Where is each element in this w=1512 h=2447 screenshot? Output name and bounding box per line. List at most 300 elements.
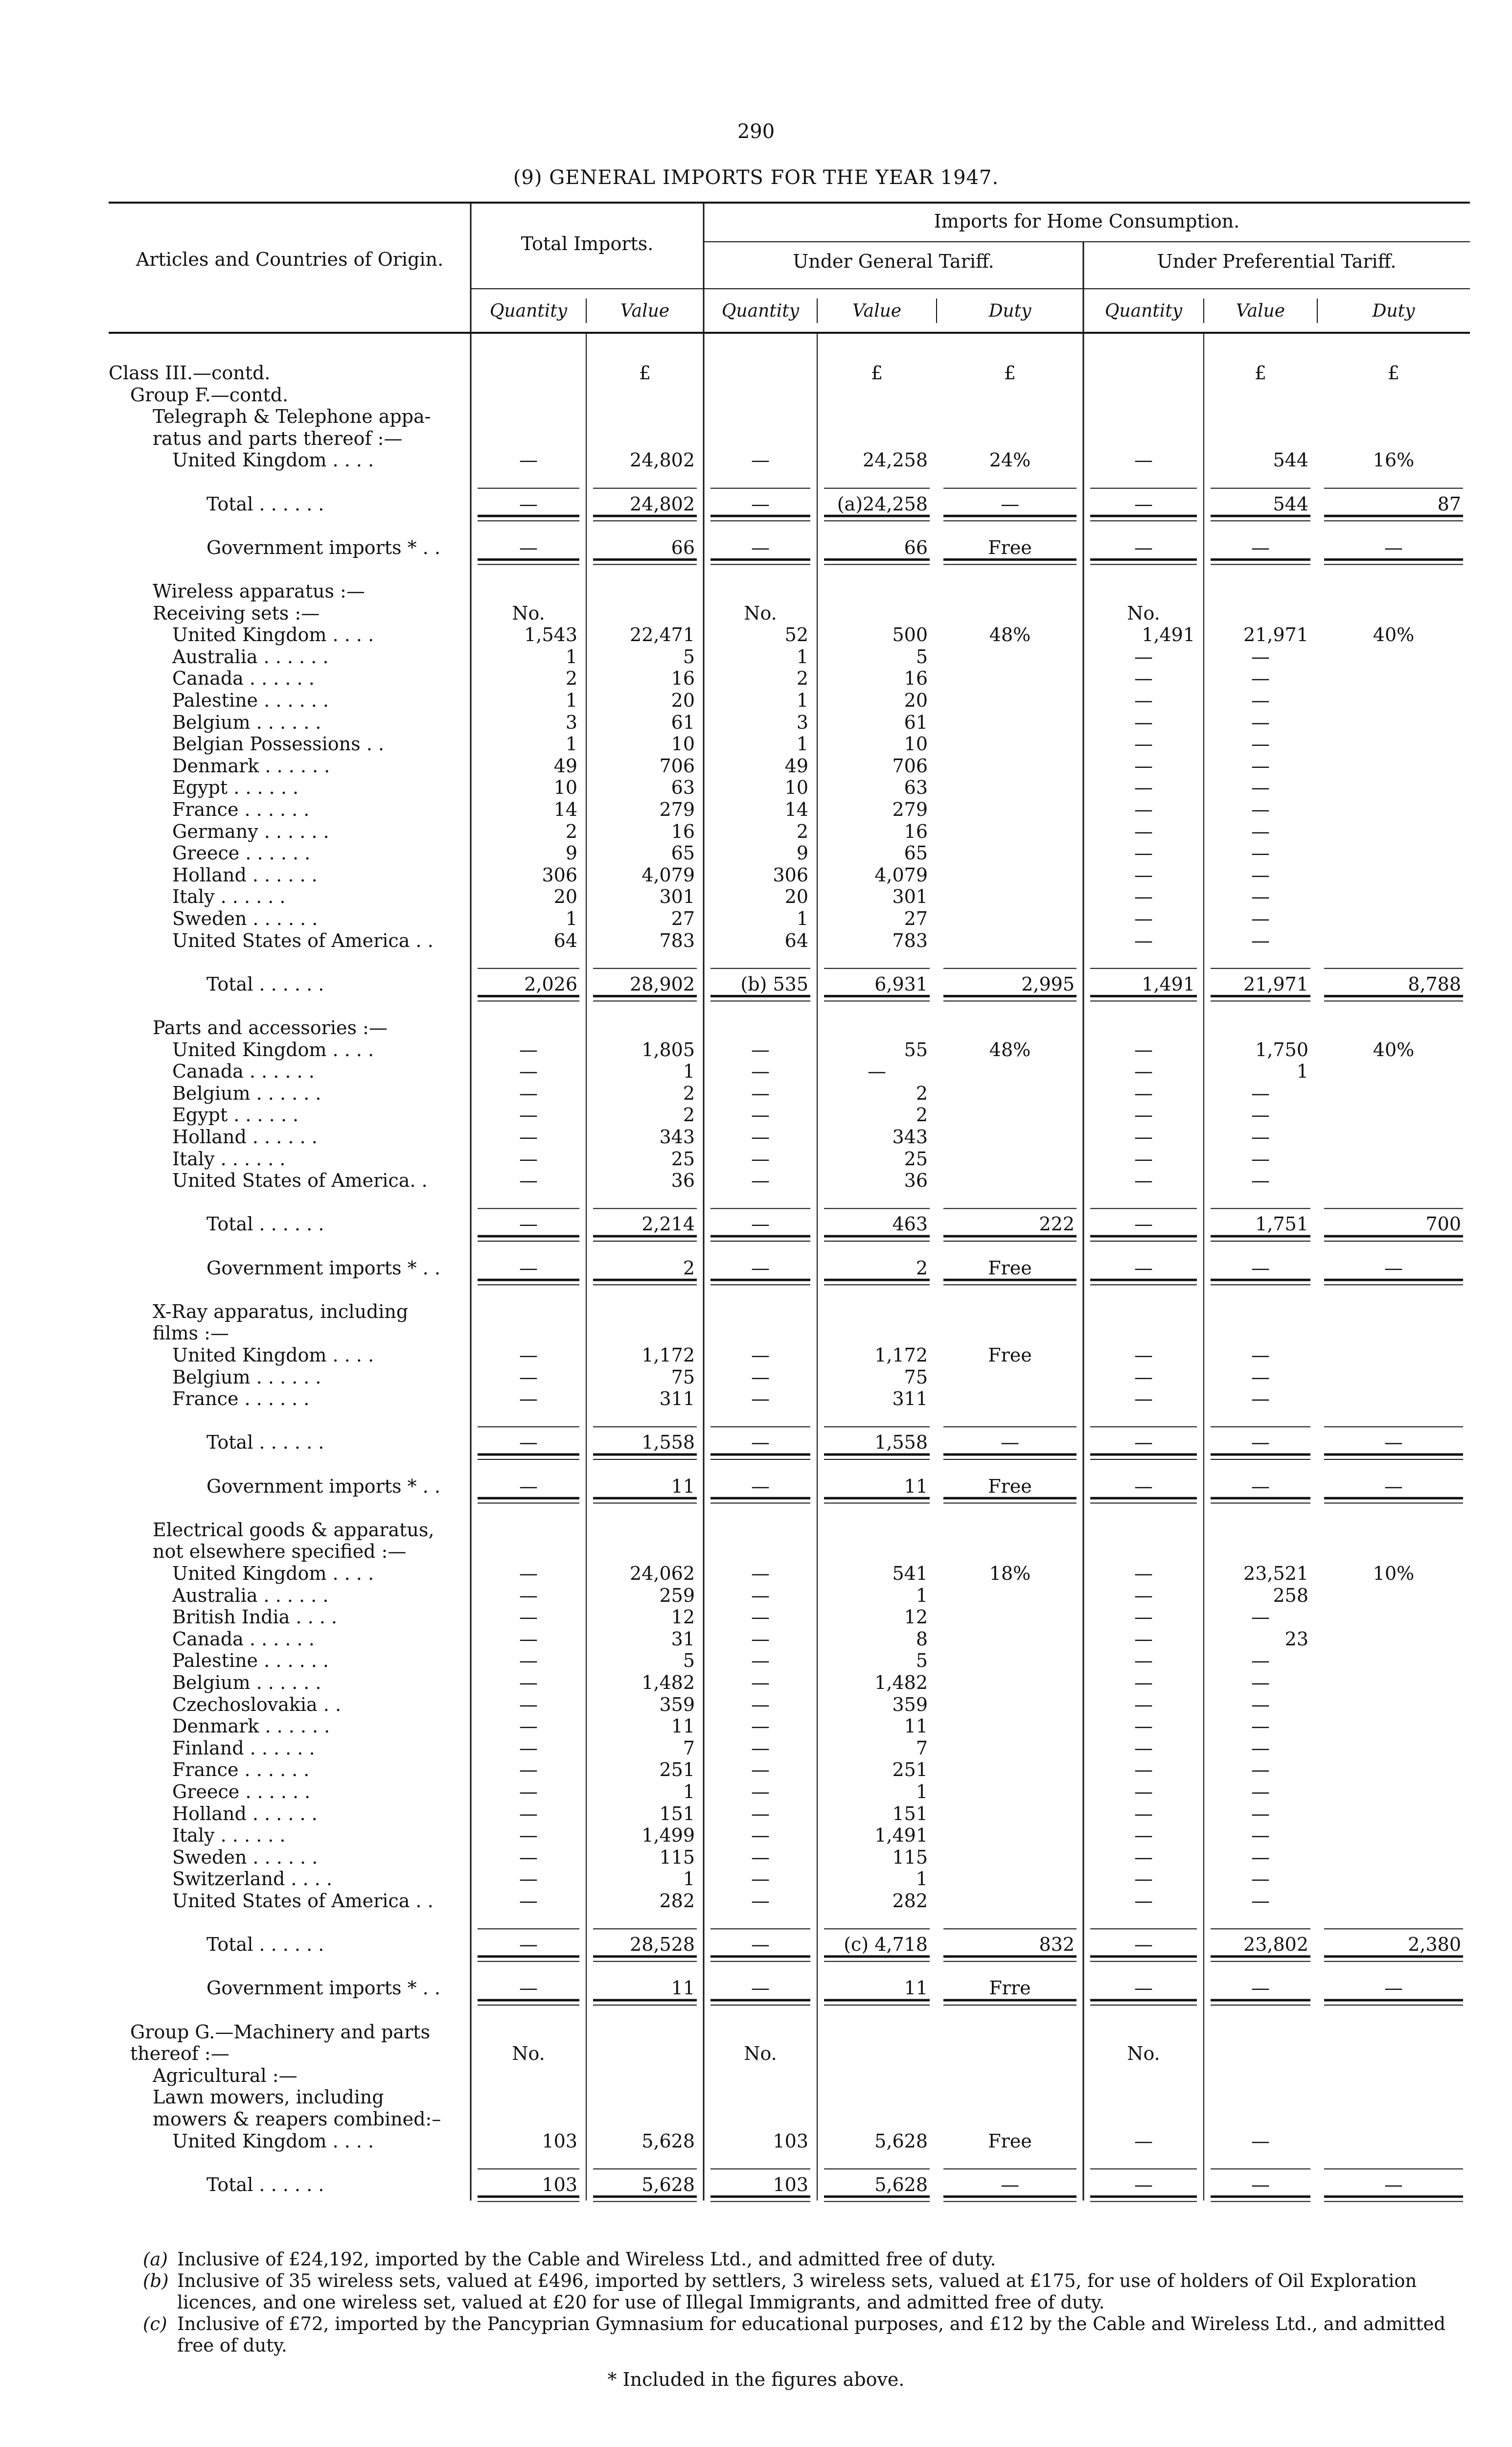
table-cell: — — [1001, 1431, 1019, 1454]
table-cell: — — [1134, 1344, 1153, 1366]
table-cell: 36 — [671, 1170, 695, 1192]
table-cell: 258 — [1273, 1584, 1308, 1606]
table-cell: 359 — [892, 1693, 928, 1715]
table-cell: 1,172 — [641, 1344, 695, 1366]
table-cell: — — [519, 1934, 538, 1956]
table-cell: — — [1001, 493, 1019, 515]
table-cell: — — [1134, 777, 1153, 799]
table-cell: — — [751, 449, 770, 471]
table-cell: — — [751, 1737, 770, 1759]
row-label: Switzerland . . . . — [172, 1868, 332, 1890]
table-cell: — — [751, 536, 770, 558]
table-cell: 55 — [904, 1039, 928, 1061]
subhead-value-7: Value — [1236, 301, 1285, 321]
table-cell: — — [519, 1846, 538, 1868]
table-cell: 49 — [553, 755, 577, 777]
table-cell: 5 — [683, 646, 695, 668]
table-cell: 1,491 — [1142, 973, 1195, 995]
table-cell: — — [519, 1693, 538, 1715]
footnote-key: (b) — [143, 2270, 169, 2291]
table-cell: 103 — [773, 2173, 808, 2195]
footnote — [143, 2313, 1484, 2356]
table-cell: 2 — [916, 1104, 928, 1126]
row-label: Agricultural :— — [153, 2064, 298, 2086]
table-cell: 1 — [565, 646, 577, 668]
table-cell: No. — [512, 602, 545, 624]
table-cell: — — [1134, 449, 1153, 471]
table-cell: 700 — [1425, 1213, 1461, 1235]
table-cell: — — [1251, 1650, 1270, 1672]
table-cell: — — [1134, 493, 1153, 515]
table-cell: — — [751, 1628, 770, 1650]
table-cell: — — [751, 1693, 770, 1715]
table-cell: 27 — [671, 908, 695, 929]
table-cell: — — [751, 1126, 770, 1148]
table-cell: 2 — [796, 820, 808, 842]
table-cell: Free — [988, 536, 1032, 558]
row-label: Denmark . . . . . . — [172, 1715, 330, 1737]
row-label: United States of America . . — [172, 929, 434, 951]
table-cell: 40% — [1373, 1039, 1415, 1061]
row-label: Belgium . . . . . . — [172, 1672, 321, 1693]
row-label: Total . . . . . . — [206, 1431, 324, 1454]
imports-table — [109, 201, 1470, 2207]
table-cell: — — [519, 1148, 538, 1170]
table-cell: — — [1134, 1061, 1153, 1083]
table-cell: 1 — [565, 690, 577, 711]
table-cell: — — [1251, 1257, 1270, 1279]
table-cell: 8,788 — [1408, 973, 1461, 995]
row-label: Egypt . . . . . . — [172, 1104, 299, 1126]
table-cell: — — [1134, 820, 1153, 842]
table-cell: 61 — [671, 711, 695, 733]
table-cell: 28,528 — [630, 1934, 695, 1956]
table-cell: — — [1251, 1824, 1270, 1847]
table-cell: Free — [988, 1475, 1032, 1497]
table-cell: — — [1134, 1606, 1153, 1628]
table-cell: 27 — [904, 908, 928, 929]
table-cell: 2 — [683, 1257, 695, 1279]
table-cell: 7 — [916, 1737, 928, 1759]
table-cell: — — [751, 1650, 770, 1672]
table-cell: 1 — [916, 1584, 928, 1606]
table-cell: £ — [1254, 362, 1267, 384]
row-label: Total . . . . . . — [206, 493, 324, 515]
table-cell: 65 — [671, 842, 695, 864]
table-cell: 1 — [683, 1781, 695, 1802]
table-cell: — — [1251, 1606, 1270, 1628]
table-cell: 359 — [659, 1693, 695, 1715]
table-cell: 10 — [904, 733, 928, 755]
subhead-quantity-3: Quantity — [721, 301, 800, 321]
table-cell: — — [1134, 1868, 1153, 1890]
table-cell: — — [1134, 711, 1153, 733]
footnote-text: Inclusive of £72, imported by the Pancyprian Gymnasium for educational purposes, and £12 by the Cable and Wireless Ltd., and admitted free of duty. — [177, 2313, 1446, 2356]
table-cell: — — [1134, 2173, 1153, 2195]
table-cell: 5,628 — [641, 2130, 695, 2152]
row-label: Egypt . . . . . . — [172, 777, 299, 799]
table-cell: 306 — [542, 864, 577, 886]
row-label: Canada . . . . . . — [172, 1628, 315, 1650]
table-cell: 1,750 — [1255, 1039, 1308, 1061]
table-cell: — — [1251, 777, 1270, 799]
table-cell: — — [519, 1715, 538, 1737]
footnote-key: (c) — [143, 2313, 167, 2334]
table-cell: — — [751, 1388, 770, 1410]
table-cell: 282 — [659, 1890, 695, 1912]
table-cell: — — [1251, 820, 1270, 842]
table-cell: — — [1251, 842, 1270, 864]
table-cell: 463 — [892, 1213, 928, 1235]
table-cell: — — [1251, 1148, 1270, 1170]
table-cell: — — [1251, 929, 1270, 951]
table-cell: — — [1134, 536, 1153, 558]
table-cell: — — [1251, 755, 1270, 777]
table-cell: 10 — [671, 733, 695, 755]
table-cell: — — [751, 1257, 770, 1279]
table-cell: 20 — [671, 690, 695, 711]
row-label: Italy . . . . . . — [172, 1148, 286, 1170]
table-cell: — — [1134, 1257, 1153, 1279]
table-cell: 23,802 — [1243, 1934, 1308, 1956]
row-label: United States of America . . — [172, 1890, 434, 1912]
table-cell: — — [1251, 733, 1270, 755]
table-cell: 301 — [659, 886, 695, 908]
table-cell: — — [1251, 1082, 1270, 1104]
row-label: films :— — [153, 1322, 229, 1344]
table-cell: No. — [744, 2043, 777, 2065]
table-cell: — — [1134, 1781, 1153, 1802]
table-cell: (c) 4,718 — [844, 1934, 928, 1956]
row-label: Canada . . . . . . — [172, 668, 315, 690]
table-cell: 282 — [892, 1890, 928, 1912]
table-cell: 66 — [904, 536, 928, 558]
table-cell: — — [519, 1824, 538, 1847]
table-cell: — — [1251, 1693, 1270, 1715]
table-cell: 14 — [784, 799, 808, 820]
table-cell: — — [1384, 2173, 1403, 2195]
table-cell: — — [1134, 1126, 1153, 1148]
table-cell: 2,380 — [1408, 1934, 1461, 1956]
table-cell: 24,802 — [630, 493, 695, 515]
table-cell: 706 — [659, 755, 695, 777]
table-cell: 783 — [892, 929, 928, 951]
table-cell: 343 — [892, 1126, 928, 1148]
row-label: Class III.—contd. — [109, 362, 271, 384]
table-cell: (a)24,258 — [837, 493, 928, 515]
table-cell: — — [1134, 1693, 1153, 1715]
table-cell: — — [751, 1148, 770, 1170]
table-cell: 64 — [784, 929, 808, 951]
row-label: thereof :— — [130, 2043, 229, 2065]
subhead-duty-8: Duty — [1372, 301, 1415, 321]
table-cell: — — [519, 1213, 538, 1235]
table-cell: 11 — [904, 1977, 928, 1999]
row-label: United Kingdom . . . . — [172, 1039, 374, 1061]
table-cell: — — [751, 1104, 770, 1126]
row-label: Holland . . . . . . — [172, 864, 318, 886]
table-cell: — — [1134, 1366, 1153, 1388]
table-cell: — — [1134, 799, 1153, 820]
row-label: ratus and parts thereof :— — [153, 427, 403, 449]
row-label: Czechoslovakia . . — [172, 1693, 342, 1715]
footnote-star: * Included in the figures above. — [607, 2369, 905, 2390]
table-cell: — — [1251, 1846, 1270, 1868]
table-cell: — — [1251, 1344, 1270, 1366]
table-cell: 75 — [671, 1366, 695, 1388]
table-cell: 1,751 — [1255, 1213, 1308, 1235]
table-cell: — — [1251, 2173, 1270, 2195]
table-cell: 5,628 — [874, 2130, 928, 2152]
table-cell: — — [751, 1213, 770, 1235]
row-label: Belgium . . . . . . — [172, 1082, 321, 1104]
table-cell: — — [1251, 1781, 1270, 1802]
table-cell: 24,802 — [630, 449, 695, 471]
table-cell: 1,499 — [641, 1824, 695, 1847]
table-cell: 4,079 — [641, 864, 695, 886]
header-preferential-tariff: Under Preferential Tariff. — [1157, 251, 1397, 272]
table-cell: £ — [871, 362, 883, 384]
table-cell: — — [1384, 1977, 1403, 1999]
row-label: Canada . . . . . . — [172, 1061, 315, 1083]
table-cell: — — [751, 1759, 770, 1781]
table-cell: 544 — [1273, 449, 1308, 471]
table-cell: — — [751, 493, 770, 515]
table-cell: — — [751, 1846, 770, 1868]
table-cell: — — [1251, 1890, 1270, 1912]
table-cell: — — [751, 1977, 770, 1999]
table-cell: 10% — [1373, 1563, 1415, 1584]
table-cell: 8 — [916, 1628, 928, 1650]
row-label: Palestine . . . . . . — [172, 690, 329, 711]
row-label: not elsewhere specified :— — [153, 1541, 407, 1563]
table-cell: — — [751, 1802, 770, 1824]
footnote-text: Inclusive of £24,192, imported by the Cable and Wireless Ltd., and admitted free of duty. — [177, 2249, 996, 2270]
table-cell: 3 — [565, 711, 577, 733]
table-cell: — — [751, 1344, 770, 1366]
table-cell: 18% — [989, 1563, 1031, 1584]
table-cell: 2 — [796, 668, 808, 690]
table-cell: — — [1384, 1475, 1403, 1497]
table-cell: — — [1134, 1082, 1153, 1104]
table-cell: 48% — [989, 624, 1031, 646]
table-cell: 5 — [916, 1650, 928, 1672]
table-cell: — — [1134, 864, 1153, 886]
table-cell: 25 — [671, 1148, 695, 1170]
table-cell: — — [519, 1475, 538, 1497]
row-label: Wireless apparatus :— — [153, 580, 365, 602]
table-cell: 1,543 — [524, 624, 577, 646]
table-cell: 1 — [916, 1868, 928, 1890]
table-cell: 1,805 — [641, 1039, 695, 1061]
table-cell: 2,995 — [1021, 973, 1075, 995]
table-cell: £ — [1004, 362, 1016, 384]
table-cell: 151 — [659, 1802, 695, 1824]
table-cell: — — [1134, 1213, 1153, 1235]
row-label: Government imports * . . — [206, 1977, 440, 1999]
subhead-value-2: Value — [620, 301, 670, 321]
table-cell: — — [751, 1934, 770, 1956]
table-cell: — — [1134, 1563, 1153, 1584]
table-cell: 20 — [553, 886, 577, 908]
page-number: 290 — [737, 120, 775, 143]
table-cell: 306 — [773, 864, 808, 886]
table-cell: — — [1251, 1170, 1270, 1192]
row-label: Total . . . . . . — [206, 1213, 324, 1235]
table-cell: — — [1134, 1846, 1153, 1868]
table-cell: — — [519, 1257, 538, 1279]
row-label: Group F.—contd. — [130, 384, 289, 406]
table-cell: — — [1134, 690, 1153, 711]
table-cell: 103 — [773, 2130, 808, 2152]
table-cell: — — [1251, 1759, 1270, 1781]
table-cell: 2 — [916, 1257, 928, 1279]
table-cell: 1,482 — [874, 1672, 928, 1693]
table-cell: 1,558 — [874, 1431, 928, 1454]
row-label: Holland . . . . . . — [172, 1126, 318, 1148]
table-cell: 311 — [659, 1388, 695, 1410]
table-cell: — — [1134, 908, 1153, 929]
table-cell: — — [1251, 1388, 1270, 1410]
table-cell: — — [519, 1781, 538, 1802]
table-cell: 1 — [916, 1781, 928, 1802]
table-cell: 1 — [796, 646, 808, 668]
table-cell: 11 — [904, 1475, 928, 1497]
table-cell: — — [519, 1759, 538, 1781]
row-label: Belgian Possessions . . — [172, 733, 384, 755]
table-cell: 500 — [892, 624, 928, 646]
table-cell: 23 — [1284, 1628, 1308, 1650]
table-cell: 40% — [1373, 624, 1415, 646]
table-cell: — — [751, 1563, 770, 1584]
table-cell: — — [1251, 1126, 1270, 1148]
table-cell: — — [1251, 1977, 1270, 1999]
table-cell: 7 — [683, 1737, 695, 1759]
table-cell: — — [1251, 1802, 1270, 1824]
table-cell: Free — [988, 1257, 1032, 1279]
row-label: France . . . . . . — [172, 1388, 310, 1410]
table-cell: — — [1251, 908, 1270, 929]
row-label: Parts and accessories :— — [153, 1017, 388, 1039]
table-cell: — — [519, 1104, 538, 1126]
row-label: mowers & reapers combined:– — [153, 2108, 441, 2130]
table-cell: — — [519, 1344, 538, 1366]
row-label: Finland . . . . . . — [172, 1737, 315, 1759]
table-cell: 251 — [892, 1759, 928, 1781]
table-cell: — — [1134, 886, 1153, 908]
table-cell: 28,902 — [630, 973, 695, 995]
table-cell: No. — [512, 2043, 545, 2065]
table-cell: — — [1251, 1715, 1270, 1737]
table-cell: 1 — [565, 908, 577, 929]
table-cell: — — [1134, 1148, 1153, 1170]
row-label: Australia . . . . . . — [172, 1584, 329, 1606]
table-cell: 151 — [892, 1802, 928, 1824]
table-cell: — — [1134, 929, 1153, 951]
table-cell: — — [1134, 1824, 1153, 1847]
table-cell: 48% — [989, 1039, 1031, 1061]
table-cell: — — [519, 536, 538, 558]
table-cell: — — [519, 1388, 538, 1410]
table-cell: 1 — [796, 690, 808, 711]
table-cell: — — [1384, 1431, 1403, 1454]
table-cell: — — [1251, 668, 1270, 690]
row-label: Government imports * . . — [206, 1475, 440, 1497]
table-cell: 63 — [904, 777, 928, 799]
row-label: Total . . . . . . — [206, 2173, 324, 2195]
table-cell: — — [751, 1672, 770, 1693]
table-cell: — — [1384, 1257, 1403, 1279]
row-label: Electrical goods & apparatus, — [153, 1519, 435, 1541]
row-label: Holland . . . . . . — [172, 1802, 318, 1824]
page-title: (9) GENERAL IMPORTS FOR THE YEAR 1947. — [513, 166, 999, 189]
header-general-tariff: Under General Tariff. — [793, 251, 994, 272]
table-cell: — — [1251, 536, 1270, 558]
table-cell: 6,931 — [874, 973, 928, 995]
row-label: Government imports * . . — [206, 1257, 440, 1279]
table-cell: 783 — [659, 929, 695, 951]
table-cell: — — [1251, 1475, 1270, 1497]
table-cell: 544 — [1273, 493, 1308, 515]
table-cell: — — [1001, 2173, 1019, 2195]
table-cell: — — [1251, 1737, 1270, 1759]
footnote — [143, 2270, 1484, 2313]
table-cell: 2 — [565, 820, 577, 842]
table-cell: 115 — [892, 1846, 928, 1868]
subhead-quantity-1: Quantity — [489, 301, 568, 321]
table-cell: — — [1251, 799, 1270, 820]
table-cell: — — [751, 1039, 770, 1061]
table-cell: — — [751, 1170, 770, 1192]
table-cell: — — [519, 1672, 538, 1693]
table-cell: — — [751, 1824, 770, 1847]
table-cell: 259 — [659, 1584, 695, 1606]
table-cell: — — [1134, 1584, 1153, 1606]
table-cell: — — [751, 1366, 770, 1388]
table-cell: 103 — [542, 2173, 577, 2195]
table-cell: — — [1134, 1650, 1153, 1672]
row-label: France . . . . . . — [172, 1759, 310, 1781]
row-label: Sweden . . . . . . — [172, 908, 318, 929]
table-cell: 2,214 — [641, 1213, 695, 1235]
table-cell: — — [751, 1868, 770, 1890]
table-cell: — — [1134, 1715, 1153, 1737]
table-cell: — — [868, 1061, 886, 1083]
header-home-consumption: Imports for Home Consumption. — [934, 210, 1240, 232]
row-label: United Kingdom . . . . — [172, 449, 374, 471]
table-cell: — — [1134, 1170, 1153, 1192]
table-cell: 301 — [892, 886, 928, 908]
row-label: Belgium . . . . . . — [172, 1366, 321, 1388]
table-cell: — — [1251, 646, 1270, 668]
table-cell: 36 — [904, 1170, 928, 1192]
table-cell: 87 — [1437, 493, 1461, 515]
table-cell: Free — [988, 1344, 1032, 1366]
table-cell: — — [1251, 690, 1270, 711]
row-label: X-Ray apparatus, including — [153, 1300, 409, 1322]
table-cell: 4,079 — [874, 864, 928, 886]
table-cell: 343 — [659, 1126, 695, 1148]
table-cell: 12 — [904, 1606, 928, 1628]
table-cell: — — [1251, 864, 1270, 886]
row-label: United Kingdom . . . . — [172, 1344, 374, 1366]
subhead-quantity-6: Quantity — [1104, 301, 1183, 321]
row-label: United Kingdom . . . . — [172, 1563, 374, 1584]
table-cell: 706 — [892, 755, 928, 777]
table-cell: — — [1134, 1628, 1153, 1650]
row-label: Telegraph & Telephone appa- — [153, 406, 431, 428]
header-total-imports: Total Imports. — [521, 233, 654, 254]
